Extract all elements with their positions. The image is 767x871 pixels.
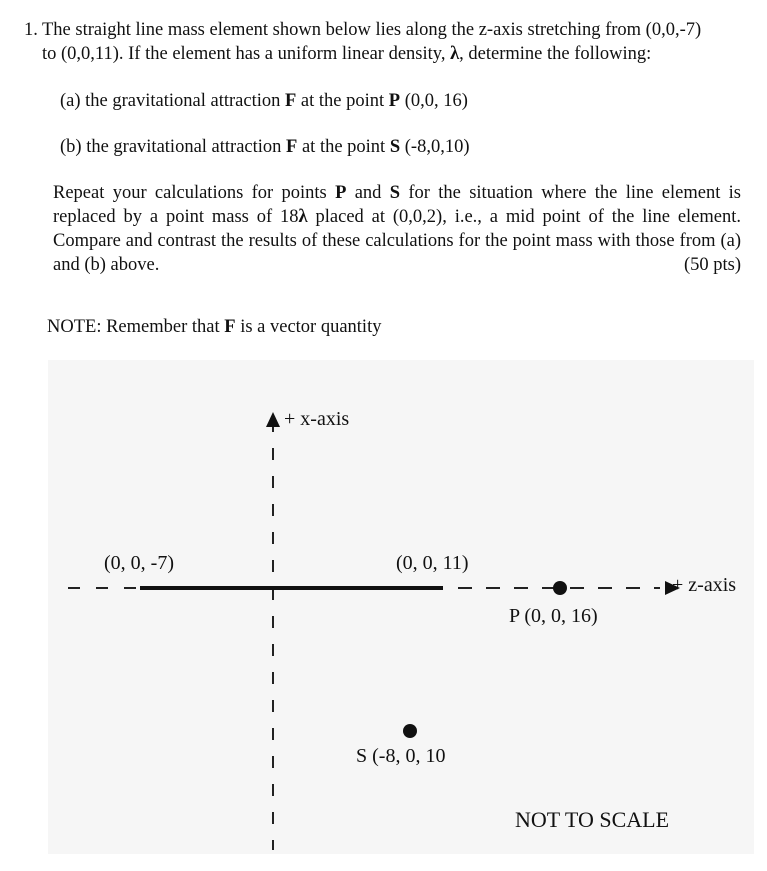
- note: NOTE: Remember that F is a vector quantity: [47, 317, 382, 337]
- mass-element-figure: [48, 360, 754, 854]
- point-p-label: P (0, 0, 16): [509, 605, 598, 627]
- z-axis-label: + z-axis: [672, 574, 737, 596]
- repeat-paragraph: Repeat your calculations for points P and S for the situation where the line element is replaced by a point mass of 18λ placed at (0,0,2), i.e., a mid point of the line element. Compare and contrast the results of these calculations for the point mass with those from (a) and (b) above. (50 pts): [53, 183, 742, 275]
- part-b: (b) the gravitational attraction F at the point S (-8,0,10): [60, 137, 470, 157]
- lambda-symbol: λ: [450, 44, 460, 64]
- not-to-scale-note: NOT TO SCALE: [515, 807, 670, 832]
- problem-line-1: The straight line mass element shown below lies along the z-axis stretching from (0,0,-7): [42, 20, 702, 40]
- points-value: (50 pts): [683, 255, 741, 275]
- end-point-label: (0, 0, 11): [396, 552, 469, 574]
- part-a: (a) the gravitational attraction F at the point P (0,0, 16): [60, 91, 468, 111]
- figure-drawing: [48, 360, 754, 854]
- start-point-label: (0, 0, -7): [104, 552, 174, 574]
- point-p-dot: [553, 581, 567, 595]
- problem-line-2: to (0,0,11). If the element has a uniform linear density, λ, determine the following:: [42, 44, 652, 64]
- problem-number: 1.: [24, 20, 38, 40]
- point-s-label: S (-8, 0, 10: [356, 745, 446, 767]
- point-s-dot: [403, 724, 417, 738]
- x-axis-label: + x-axis: [284, 408, 350, 430]
- x-axis-arrowhead: [266, 412, 280, 427]
